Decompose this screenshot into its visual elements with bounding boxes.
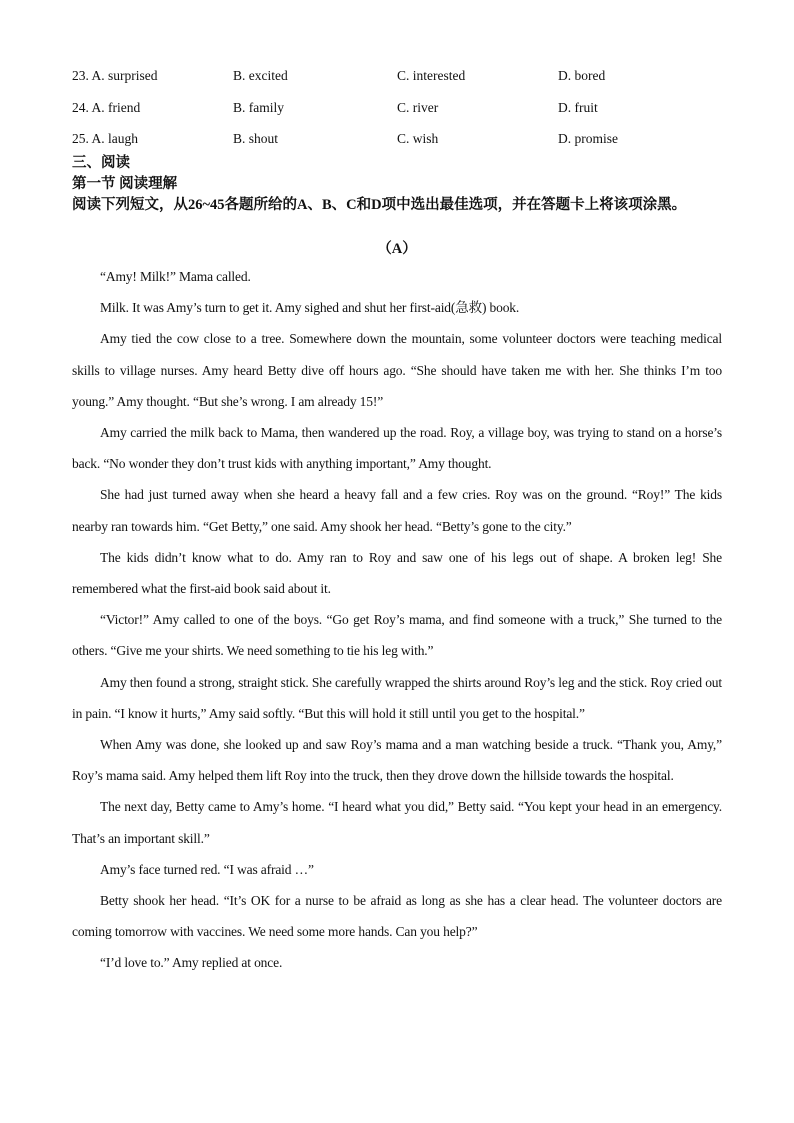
passage-paragraph: The kids didn’t know what to do. Amy ran to Roy and saw one of his legs out of shape. A broken leg! She remembered what the first-aid book said about it. xyxy=(72,549,722,597)
answer-options xyxy=(72,64,732,159)
option-23-d: D. bored xyxy=(558,68,606,83)
question-23-options xyxy=(72,64,732,96)
passage-paragraph: Betty shook her head. “It’s OK for a nurse to be afraid as long as she has a clear head. The volunteer doctors are coming tomorrow with vaccines. We need some more hands. Can you help?” xyxy=(72,893,722,940)
section-title: 三、阅读 xyxy=(72,155,130,171)
passage-paragraph: The next day, Betty came to Amy’s home. “I heard what you did,” Betty said. “You kept your head in an emergency. That’s an important skill.” xyxy=(72,799,722,846)
passage-paragraph: “I’d love to.” Amy replied at once. xyxy=(100,955,283,971)
option-23-a: 23. A. surprised xyxy=(72,68,158,83)
section-subtitle: 第一节 阅读理解 xyxy=(72,176,178,192)
question-24-options xyxy=(72,96,732,128)
passage-paragraph: Amy tied the cow close to a tree. Somewhere down the mountain, some volunteer doctors were teaching medical skills to village nurses. Amy heard Betty dive off hours ago. “She should have taken me with her. She thinks I’m too young.” Amy thought. “But she’s wrong. I am already 15!” xyxy=(72,331,722,409)
option-23-b: B. excited xyxy=(233,68,288,83)
section-instructions: 阅读下列短文，从26~45各题所给的A、B、C和D项中选出最佳选项，并在答题卡上将该项涂黑。 xyxy=(72,197,687,213)
reading-section-heading xyxy=(72,153,732,216)
option-25-d: D. promise xyxy=(558,131,618,146)
passage-paragraph: When Amy was done, she looked up and saw Roy’s mama and a man watching beside a truck. “Thank you, Amy,” Roy’s mama said. Amy helped them lift Roy into the truck, then they drove down the hillside towards the hospital. xyxy=(72,737,722,784)
passage-paragraph: She had just turned away when she heard a heavy fall and a few cries. Roy was on the ground. “Roy!” The kids nearby ran towards him. “Get Betty,” one said. Amy shook her head. “Betty’s gone to the city.” xyxy=(72,487,722,534)
option-25-b: B. shout xyxy=(233,131,279,146)
passage-label: （A） xyxy=(377,241,417,257)
option-25-a: 25. A. laugh xyxy=(72,131,138,146)
passage-body xyxy=(72,261,722,979)
passage-paragraph: “Amy! Milk!” Mama called. xyxy=(100,269,251,284)
passage-paragraph: Amy then found a strong, straight stick. She carefully wrapped the shirts around Roy’s leg and the stick. Roy cried out in pain. “I know it hurts,” Amy said softly. “But this will hold it still until you get to the hospital.” xyxy=(72,674,722,721)
option-24-c: C. river xyxy=(397,99,439,115)
option-24-a: 24. A. friend xyxy=(72,99,141,115)
passage-paragraph: Amy’s face turned red. “I was afraid …” xyxy=(100,861,314,877)
passage-paragraph: Amy carried the milk back to Mama, then wandered up the road. Roy, a village boy, was trying to stand on a horse’s back. “No wonder they don’t trust kids with anything important,” Amy thought. xyxy=(72,425,722,472)
option-24-b: B. family xyxy=(233,99,284,115)
option-25-c: C. wish xyxy=(397,131,439,146)
option-24-d: D. fruit xyxy=(558,99,598,115)
passage-paragraph: Milk. It was Amy’s turn to get it. Amy sighed and shut her first-aid(急救) book. xyxy=(100,300,520,316)
option-23-c: C. interested xyxy=(397,68,466,83)
passage-paragraph: “Victor!” Amy called to one of the boys. “Go get Roy’s mama, and find someone with a truck,” She turned to the others. “Give me your shirts. We need something to tie his leg with.” xyxy=(72,612,722,659)
